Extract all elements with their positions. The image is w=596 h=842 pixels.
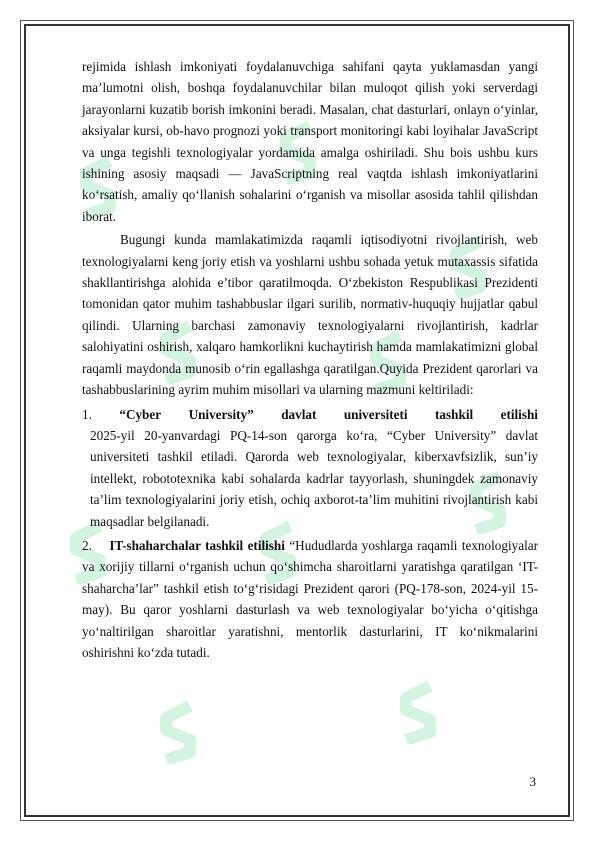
list-title-word: davlat (281, 406, 317, 422)
list-item-text (82, 535, 538, 663)
list-number: 2. (82, 537, 92, 553)
list-title-word: universiteti (343, 406, 408, 422)
list-item-title: IT-shaharchalar tashkil etilishi (109, 537, 285, 553)
list-title-word: University” (188, 406, 254, 422)
watermark-logo-icon (390, 680, 446, 744)
paragraph-intro: rejimida ishlash imkoniyati foydalanuvchiga sahifani qayta yuklamasdan yangi ma’lumotni olish, boshqa foydalanuvchilar bilan muloqot qilish yoki serverdagi jarayonlarni kuzatib borish imkonini beradi. Masalan, chat dasturlari, onlayn o‘yinlar, aksiyalar kursi, ob-havo prognozi yoki transport monitoringi kabi loyihalar JavaScript va unga tegishli texnologiyalar yordamida amalga oshiriladi. Shu bois ushbu kurs ishining asosiy maqsadi — JavaScriptning real vaqtda ishlash imkoniyatlarini ko‘rsatish, amaliy qo‘llanish sohalarini o‘rganish va misollar asosida tahlil qilishdan iborat. (82, 59, 538, 224)
list-item-body: 2025-yil 20-yanvardagi PQ-14-son qarorga ko‘ra, “Cyber University” davlat universiteti tashkil etiladi. Qarorda web texnologiyalar, kiberxavfsizlik, sun’iy intellekt, robototexnika kabi sohalarda kadrlar tayyorlash, shuningdek zamonaviy ta’lim texnologiyalarini joriy etish, ochiq axborot-ta’lim muhitini rivojlantirish kabi maqsadlar belgilanadi. (90, 427, 538, 529)
list-title-word: “Cyber (119, 406, 162, 422)
document-body (82, 56, 538, 663)
list-item-body: “Hududlarda yoshlarga raqamli texnologiyalar va xorijiy tillarni o‘rganish uchun qo‘shimcha sharoitlarni yaratishga qaratilgan ‘IT-shaharcha’lar” tashkil etish to‘g‘risidagi Prezident qarori (PQ-178-son, 2024-yil 15-may). Bu qaror yoshlarni dasturlash va web texnologiyalar bo‘yicha o‘qitishga yo‘naltirilgan sharoitlar yaratishni, mentorlik dasturlarini, IT ko‘nikmalarini oshirishni ko‘zda tutadi. (82, 537, 538, 660)
list-title-word: etilishi (500, 406, 538, 422)
list-item-heading (82, 404, 538, 425)
watermark-logo-icon (150, 700, 206, 764)
list-item-cyber-university (82, 404, 538, 532)
page-number: 3 (529, 774, 536, 789)
list-item-it-parks (82, 535, 538, 663)
paragraph-president-initiatives: Bugungi kunda mamlakatimizda raqamli iqtisodiyotni rivojlantirish, web texnologiyalarni keng joriy etish va yoshlarni ushbu sohada yetuk mutaxassis sifatida shakllantirishga alohida e’tibor qaratilmoqda. O‘zbekiston Respublikasi Prezidenti tomonidan qator muhim tashabbuslar ilgari surilib, normativ-huquqiy hujjatlar qabul qilindi. Ularning barchasi zamonaviy texnologiyalarni rivojlantirish, kadrlar salohiyatini oshirish, xalqaro hamkorlikni kuchaytirish hamda mamlakatimizni global raqamli maydonda munosib o‘rin egallashga qaratilgan.Quyida Prezident qarorlari va tashabbuslarining ayrim muhim misollari va ularning mazmuni keltiriladi: (82, 232, 538, 398)
list-title-word: tashkil (435, 406, 474, 422)
list-number: 1. (82, 406, 92, 422)
